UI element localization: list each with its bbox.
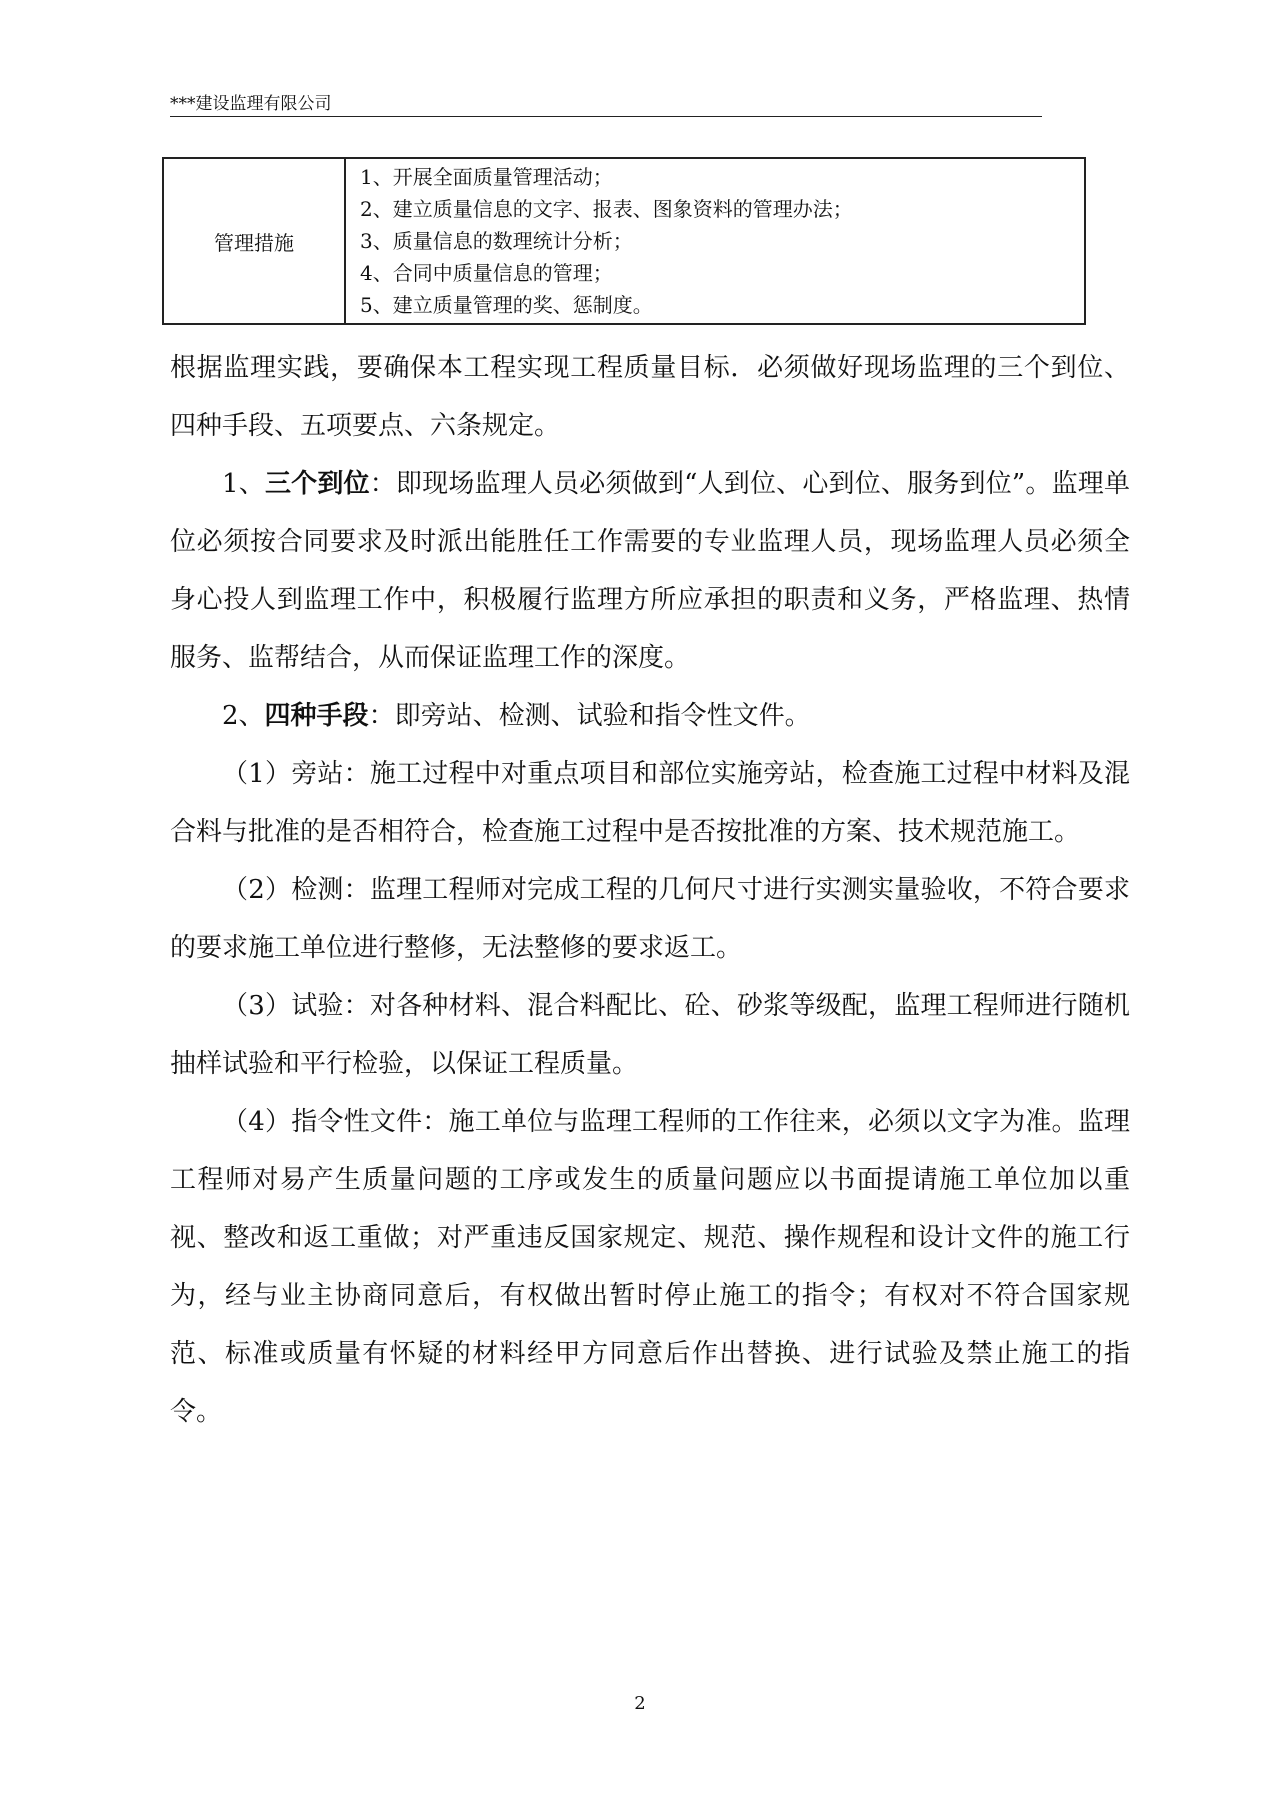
section-text: ：即旁站、检测、试验和指令性文件。 (368, 701, 811, 731)
management-measures-table (162, 157, 1086, 325)
section-three-positions (170, 455, 1130, 687)
table-row (163, 158, 1085, 324)
measure-item: 4、合同中质量信息的管理； (360, 261, 613, 285)
measure-item: 3、质量信息的数理统计分析； (360, 229, 633, 253)
measure-item: 1、开展全面质量管理活动； (360, 165, 613, 189)
section-text: ：即现场监理人员必须做到“人到位、心到位、服务到位”。监理单位必须按合同要求及时派出能胜任工作需要的专业监理人员，现场监理人员必须全身心投人到监理工作中，积极履行监理方所应承担的职责和义务，严格监理、热情服务、监帮结合，从而保证监理工作的深度。 (170, 469, 1130, 673)
section-four-methods (170, 687, 1130, 745)
table-items-cell (345, 158, 1085, 324)
table-label-cell: 管理措施 (163, 158, 345, 324)
paragraph-side-station: （1）旁站：施工过程中对重点项目和部位实施旁站，检查施工过程中材料及混合料与批准的是否相符合，检查施工过程中是否按批准的方案、技术规范施工。 (170, 759, 1130, 847)
paragraph-inspection: （2）检测：监理工程师对完成工程的几何尺寸进行实测实量验收，不符合要求的要求施工单位进行整修，无法整修的要求返工。 (170, 875, 1130, 963)
intro-paragraph: 根据监理实践，要确保本工程实现工程质量目标．必须做好现场监理的三个到位、四种手段、五项要点、六条规定。 (170, 353, 1130, 441)
paragraph-testing: （3）试验：对各种材料、混合料配比、砼、砂浆等级配，监理工程师进行随机抽样试验和平行检验，以保证工程质量。 (170, 991, 1130, 1079)
paragraph-instruction-documents: （4）指令性文件：施工单位与监理工程师的工作往来，必须以文字为准。监理工程师对易产生质量问题的工序或发生的质量问题应以书面提请施工单位加以重视、整改和返工重做；对严重违反国家规定、规范、操作规程和设计文件的施工行为，经与业主协商同意后，有权做出暂时停止施工的指令；有权对不符合国家规范、标准或质量有怀疑的材料经甲方同意后作出替换、进行试验及禁止施工的指令。 (170, 1107, 1130, 1427)
page-number: 2 (634, 1693, 646, 1714)
measure-item: 2、建立质量信息的文字、报表、图象资料的管理办法； (360, 197, 853, 221)
section-title: 四种手段 (264, 701, 369, 731)
company-name: ***建设监理有限公司 (170, 94, 332, 114)
section-title: 三个到位 (264, 469, 370, 499)
section-number: 1、 (222, 469, 265, 499)
document-body (170, 339, 1130, 1441)
page-header (170, 92, 1042, 117)
measure-item: 5、建立质量管理的奖、惩制度。 (360, 293, 653, 317)
section-number: 2、 (222, 701, 265, 731)
